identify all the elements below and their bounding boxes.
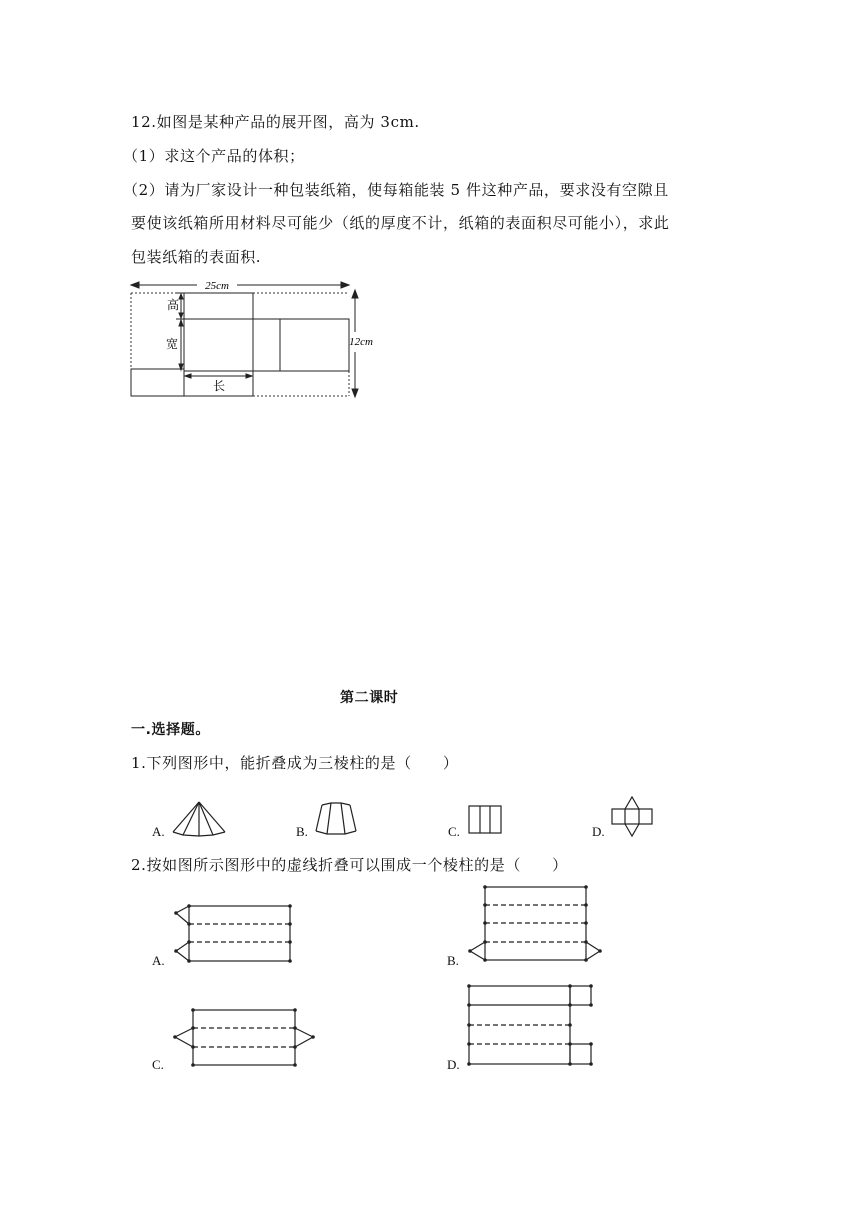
lesson-title: 第二课时 xyxy=(340,690,399,706)
q12-line3: （2）请为厂家设计一种包装纸箱，使每箱能装 5 件这种产品，要求没有空隙且 xyxy=(123,181,669,199)
q2-option-a-label: A. xyxy=(152,953,165,968)
q2-option-d-figure xyxy=(469,986,591,1064)
q12-line5: 包装纸箱的表面积. xyxy=(131,248,262,266)
height-label: 12cm xyxy=(349,336,373,348)
q2-option-a-dots xyxy=(174,904,292,963)
q2-option-c-label: C. xyxy=(152,1057,164,1072)
q12-line1: 12.如图是某种产品的展开图，高为 3cm. xyxy=(131,113,420,131)
gao-label: 高 xyxy=(167,298,180,312)
q1-option-d-label: D. xyxy=(592,824,605,839)
q12-line2: （1）求这个产品的体积； xyxy=(123,147,305,165)
q2-option-b-figure xyxy=(470,887,600,960)
q2-option-b-label: B. xyxy=(447,953,459,968)
q2-option-d-label: D. xyxy=(447,1057,460,1072)
kuan-label: 宽 xyxy=(166,337,179,351)
chang-label: 长 xyxy=(213,379,226,393)
q2-option-a-figure xyxy=(176,906,290,961)
q1-option-b-label: B. xyxy=(296,824,308,839)
q2-option-c-dots xyxy=(173,1008,315,1067)
q2-stem: 2.按如图所示图形中的虚线折叠可以围成一个棱柱的是（ ） xyxy=(131,856,568,874)
q1-option-a-label: A. xyxy=(152,824,165,839)
q2-option-c-figure xyxy=(175,1010,313,1065)
q12-line4: 要使该纸箱所用材料尽可能少（纸的厚度不计，纸箱的表面积尽可能小），求此 xyxy=(131,214,670,232)
section-heading: 一.选择题。 xyxy=(131,722,210,738)
q1-option-c-label: C. xyxy=(448,824,460,839)
width-label: 25cm xyxy=(205,280,229,292)
q1-stem: 1.下列图形中，能折叠成为三棱柱的是（ ） xyxy=(131,754,459,772)
